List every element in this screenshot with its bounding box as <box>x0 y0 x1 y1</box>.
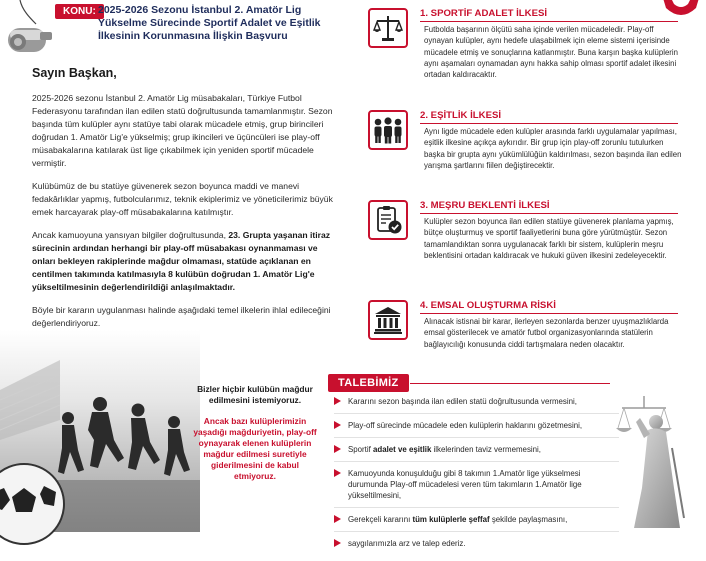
checklist-icon <box>373 205 403 235</box>
principle-precedent-risk <box>368 300 680 364</box>
demands-list <box>334 396 619 561</box>
arrow-right-icon <box>334 397 341 405</box>
scales-icon <box>373 13 403 43</box>
principle-title: 1. SPORTİF ADALET İLKESİ <box>420 8 548 19</box>
demand-text-end: şekilde paylaşmasını, <box>489 515 568 524</box>
demands-heading-line <box>410 383 610 384</box>
arrow-right-icon <box>334 469 341 477</box>
principle-body: Kulüpler sezon boyunca ilan edilen statüye güvenerek planlama yapmış, bütçe oluşturmuş ve sportif faaliyetlerini buna göre yürütmüştür. Sezon tamamlandıktan sonra uygulanacak farklı bir sistem, kulüplerin meşru beklentisini ortadan kaldıracak ve hukuki güven ilkesini zedeleyecektir. <box>424 217 674 260</box>
subject-badge: KONU: <box>55 4 104 19</box>
demand-text-end: ilkelerinden taviz vermemesini, <box>431 445 541 454</box>
principle-icon-box <box>368 110 408 150</box>
lady-justice-icon <box>614 388 694 532</box>
principle-equality <box>368 110 680 190</box>
principle-legitimate-expectation <box>368 200 680 290</box>
principle-divider <box>420 123 678 124</box>
principle-divider <box>420 313 678 314</box>
demand-text: Kararını sezon başında ilan edilen statü doğrultusunda vermesini, <box>348 397 577 406</box>
arrow-right-icon <box>334 445 341 453</box>
demand-emphasis: tüm kulüplerle şeffaf <box>412 515 490 524</box>
principle-icon-box <box>368 8 408 48</box>
principle-title: 4. EMSAL OLUŞTURMA RİSKİ <box>420 300 556 311</box>
note-box <box>192 384 318 482</box>
principle-title: 2. EŞİTLİK İLKESİ <box>420 110 502 121</box>
letter-paragraph-4: Böyle bir kararın uygulanması halinde aşağıdaki temel ilkelerin ihlal edileceğini değerlendiriyoruz. <box>32 305 331 328</box>
principle-body: Aynı ligde mücadele eden kulüpler arasında farklı uygulamalar yapılması, eşitlik ilkesine açıkça aykırıdır. Bir grup için play-off zorunlu tutulurken başka bir grupta aynı yükümlülüğün kaldırılması, sezon başında ilan edilen yarışma şartlarını fiilen değiştirecektir. <box>424 127 682 170</box>
whistle-icon <box>0 0 56 70</box>
courthouse-icon <box>373 305 403 335</box>
demand-item <box>334 444 619 462</box>
letter-paragraph-2: Kulübümüz de bu statüye güvenerek sezon boyunca maddi ve manevi fedakârlıklar yapmış, futbolcularımız, teknik ekiplerimiz ve yöneticilerimiz büyük emek harcayarak play-off müsabakalarına katılmıştır. <box>32 181 333 217</box>
arrow-right-icon <box>334 539 341 547</box>
demand-text: saygılarımızla arz ve talep ederiz. <box>348 539 466 548</box>
principle-body: Alınacak istisnai bir karar, ilerleyen sezonlarda benzer uyuşmazlıklarda emsal gösterilecek ve amatör futbol organizasyonlarında statülerin bağlayıcılığı konusunda ciddi tartışmalara neden olacaktır. <box>424 317 669 349</box>
demand-text: Play-off sürecinde mücadele eden kulüplerin haklarını gözetmesini, <box>348 421 583 430</box>
people-icon <box>372 115 404 145</box>
letter-paragraph-1: 2025-2026 sezonu İstanbul 2. Amatör Lig müsabakaları, Türkiye Futbol Federasyonu tarafından ilan edilen statü doğrultusunda tamamlanmıştır. Sezon başında tüm kulüpler aynı statüye tabi olarak mücadele etmiş, grup birincileri doğrudan 1. Amatör Lig'e yükselmiş; grup ikincileri ve üçüncüleri ise play-off müsabakalarına katılarak üst lige çıkabilmek için yeniden sportif mücadele vermiştir. <box>32 93 333 168</box>
letter-paragraph-3-emphasis: 23. Grupta yaşanan itiraz sürecinin ardından herhangi bir play-off müsabakası oynanmaması ve onları bekleyen rakiplerinde mağdur olmaması, statüde açıklanan en centilmen takımında katılmasıyla 8 kulübün doğrudan 1. Amatör Lig'e yükseltilmesinin değerlendirildiği anlaşılmaktadır. <box>32 230 331 292</box>
principle-title: 3. MEŞRU BEKLENTİ İLKESİ <box>420 200 550 211</box>
demand-item <box>334 396 619 414</box>
letter-paragraph-3-intro: Ancak kamuoyuna yansıyan bilgiler doğrultusunda, <box>32 230 226 240</box>
arrow-right-icon <box>334 515 341 523</box>
note-statement: Bizler hiçbir kulübün mağdur edilmesini istemiyoruz. <box>197 384 313 405</box>
letter-paragraph-3 <box>32 229 337 294</box>
principle-divider <box>420 21 678 22</box>
demand-item <box>334 514 619 532</box>
football-icon <box>0 462 66 546</box>
demand-item <box>334 420 619 438</box>
principle-divider <box>420 213 678 214</box>
letter-body <box>32 92 337 340</box>
subject-title: 2025-2026 Sezonu İstanbul 2. Amatör Lig Yükselme Sürecinde Sportif Adalet ve Eşitlik İlkesinin Korunmasına İlişkin Başvuru <box>98 4 321 42</box>
note-warning: Ancak bazı kulüplerimizin yaşadığı mağduriyetin, play-off oynayarak elenen kulüplerin mağdur edilmesi suretiyle giderilmesini de kabul etmiyoruz. <box>193 416 317 481</box>
principle-sportive-justice <box>368 8 680 96</box>
demand-item <box>334 468 619 508</box>
arrow-right-icon <box>334 421 341 429</box>
closing-line <box>334 538 619 555</box>
principle-icon-box <box>368 200 408 240</box>
demand-text: Kamuoyunda konuşulduğu gibi 8 takımın 1.Amatör lige yükselmesi durumunda Play-off mücadelesi veren tüm takımların 1.Amatör lige yükseltilmesini, <box>348 469 582 500</box>
demand-text: Sportif <box>348 445 373 454</box>
demand-emphasis: adalet ve eşitlik <box>373 445 432 454</box>
principle-body: Futbolda başarının ölçütü saha içinde verilen mücadeledir. Play-off oynayan kulüpler, aynı hedefe ulaşabilmek için eleme sistemi içerisinde mücadele etmiş ve sonuçlarına katlanmıştır. Buna karşın başka kulüplerin aynı aşamaları oynamadan aynı hakka sahip olması sportif adalet ilkesini ortadan kaldıracaktır. <box>424 25 678 80</box>
principle-icon-box <box>368 300 408 340</box>
salutation: Sayın Başkan, <box>32 66 117 80</box>
demand-text: Gerekçeli kararını <box>348 515 413 524</box>
demands-heading: TALEBİMİZ <box>328 374 409 392</box>
